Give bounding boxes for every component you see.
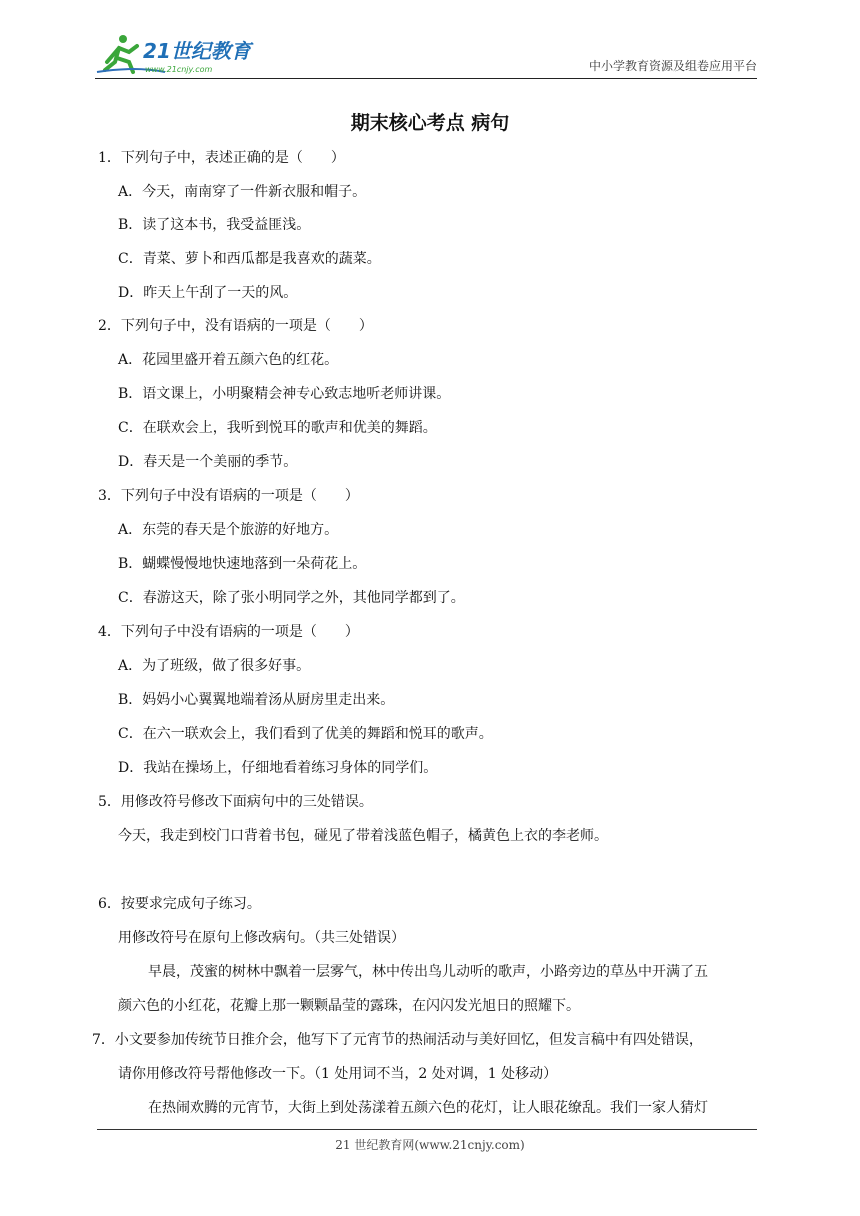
question-4-stem: 4．下列句子中没有语病的一项是（ ） <box>98 624 359 640</box>
question-7-stem-line-2: 请你用修改符号帮他修改一下。（1 处用词不当，2 处对调，1 处移动） <box>118 1066 558 1082</box>
platform-name: 中小学教育资源及组卷应用平台 <box>588 59 757 73</box>
page-title: 期末核心考点 病句 <box>350 112 510 134</box>
question-4-option-d: D．我站在操场上，仔细地看着练习身体的同学们。 <box>118 760 438 776</box>
footer-divider <box>97 1129 757 1130</box>
question-7-stem-line-1: 7．小文要参加传统节日推介会，他写下了元宵节的热闹活动与美好回忆，但发言稿中有四处错误， <box>92 1032 703 1048</box>
site-logo <box>95 32 260 76</box>
question-3-option-a: A．东莞的春天是个旅游的好地方。 <box>118 522 339 538</box>
question-1-option-b: B．读了这本书，我受益匪浅。 <box>118 217 311 233</box>
question-3-option-b: B．蝴蝶慢慢地快速地落到一朵荷花上。 <box>118 556 367 572</box>
question-3-option-c: C．春游这天，除了张小明同学之外，其他同学都到了。 <box>118 590 465 606</box>
question-6-passage-line-1: 早晨，茂蜜的树林中飘着一层雾气，林中传出鸟儿动听的歌声，小路旁边的草丛中开满了五 <box>148 964 708 980</box>
question-6-passage-line-2: 颜六色的小红花，花瓣上那一颗颗晶莹的露珠，在闪闪发光旭日的照耀下。 <box>118 998 580 1014</box>
question-1-option-d: D．昨天上午刮了一天的风。 <box>118 285 298 301</box>
question-1-stem: 1．下列句子中，表述正确的是（ ） <box>98 150 345 166</box>
question-1-option-a: A．今天，南南穿了一件新衣服和帽子。 <box>118 184 367 200</box>
question-4-option-a: A．为了班级，做了很多好事。 <box>118 658 311 674</box>
svg-text:www.21cnjy.com: www.21cnjy.com <box>145 65 213 74</box>
question-5-stem: 5．用修改符号修改下面病句中的三处错误。 <box>98 794 373 810</box>
question-1-option-c: C．青菜、萝卜和西瓜都是我喜欢的蔬菜。 <box>118 251 381 267</box>
question-2-option-b: B．语文课上，小明聚精会神专心致志地听老师讲课。 <box>118 386 451 402</box>
question-2-stem: 2．下列句子中，没有语病的一项是（ ） <box>98 318 373 334</box>
page-header <box>95 30 757 79</box>
svg-text:21世纪教育: 21世纪教育 <box>143 39 251 63</box>
question-4-option-b: B．妈妈小心翼翼地端着汤从厨房里走出来。 <box>118 692 395 708</box>
question-2-option-c: C．在联欢会上，我听到悦耳的歌声和优美的舞蹈。 <box>118 420 437 436</box>
question-4-option-c: C．在六一联欢会上，我们看到了优美的舞蹈和悦耳的歌声。 <box>118 726 493 742</box>
page-footer: 21 世纪教育网(www.21cnjy.com) <box>335 1138 525 1152</box>
question-6-instruction: 用修改符号在原句上修改病句。（共三处错误） <box>118 930 405 946</box>
question-6-stem: 6．按要求完成句子练习。 <box>98 896 261 912</box>
question-5-sentence: 今天，我走到校门口背着书包，碰见了带着浅蓝色帽子，橘黄色上衣的李老师。 <box>118 828 608 844</box>
question-7-passage-line-1: 在热闹欢腾的元宵节，大街上到处荡漾着五颜六色的花灯，让人眼花缭乱。我们一家人猜灯 <box>148 1100 708 1116</box>
question-2-option-d: D．春天是一个美丽的季节。 <box>118 454 298 470</box>
question-2-option-a: A．花园里盛开着五颜六色的红花。 <box>118 352 339 368</box>
question-3-stem: 3．下列句子中没有语病的一项是（ ） <box>98 488 359 504</box>
